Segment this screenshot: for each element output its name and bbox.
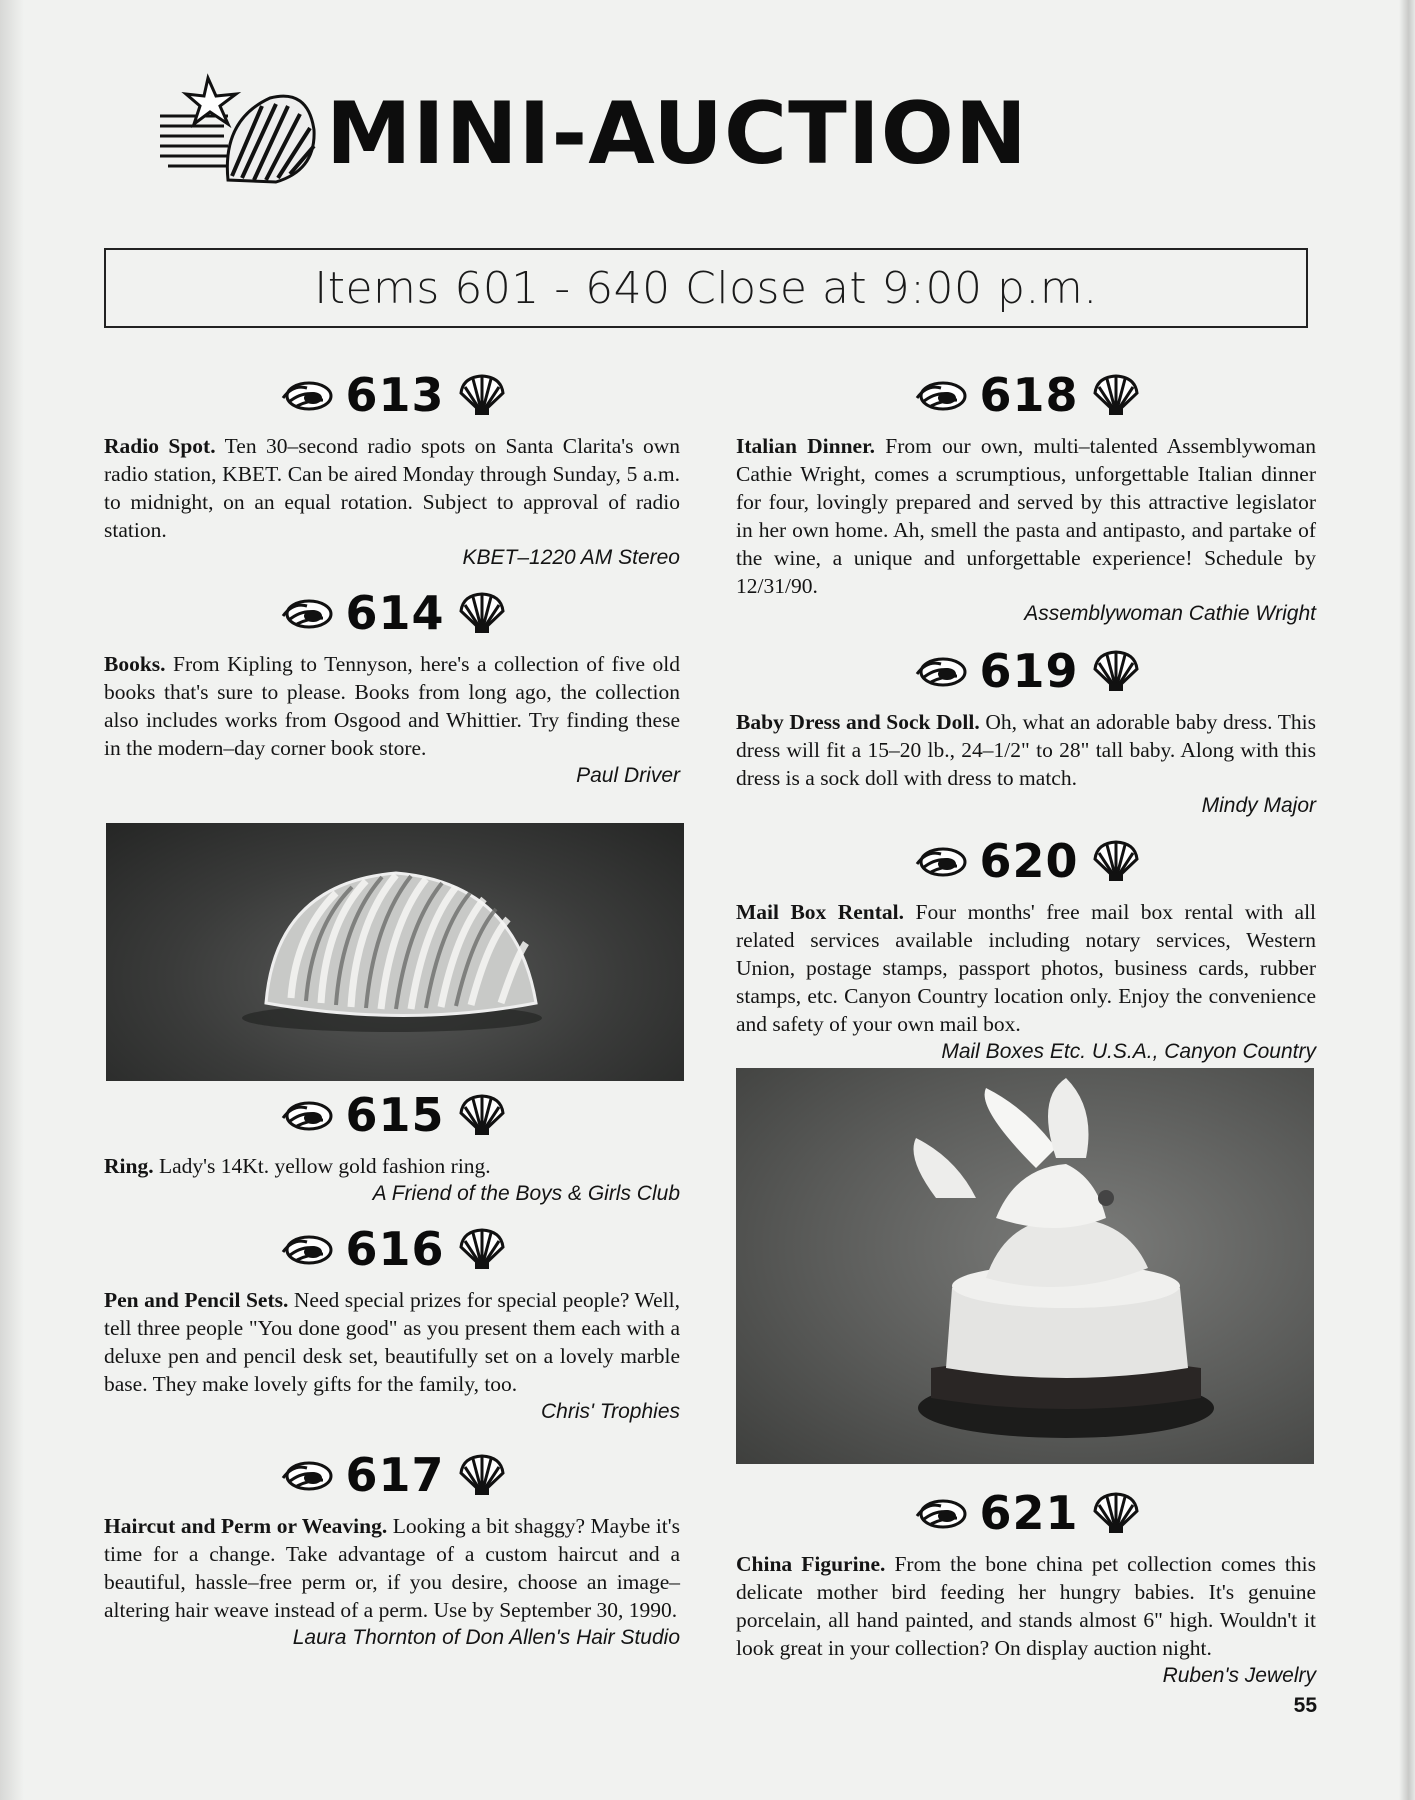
scallop-shell-icon [457,1227,507,1271]
item-donor: Assemblywoman Cathie Wright [1024,602,1316,625]
item-number: 614 [345,586,445,640]
item-donor: Mail Boxes Etc. U.S.A., Canyon Country [941,1040,1316,1063]
item-name: Italian Dinner. [736,434,876,458]
item-number: 616 [345,1222,445,1276]
item-description: Baby Dress and Sock Doll. Oh, what an adorable baby dress. This dress will fit a 15–20 lb., 24–1/2" to 28" tall baby. Along with this dress is a sock doll with dress to match. [736,710,1317,790]
scallop-shell-icon [1091,839,1141,883]
item-number: 617 [345,1448,445,1502]
item-donor: Chris' Trophies [541,1400,680,1423]
item-name: Radio Spot. [104,434,216,458]
conch-shell-icon [277,596,335,630]
starfish-shell-logo-icon [158,70,318,190]
auction-item-615 [104,1080,680,1208]
item-number-header [104,1080,680,1150]
item-name: China Figurine. [736,1552,886,1576]
item-number: 615 [345,1088,445,1142]
right-column [736,360,1316,1690]
item-donor: A Friend of the Boys & Girls Club [372,1182,680,1205]
conch-shell-icon [277,1098,335,1132]
item-description: Mail Box Rental. Four months' free mail box rental with all related services available including notary services, Western Union, postage stamps, passport photos, business cards, rubber stamps, etc. Canyon Country location only. Enjoy the convenience and safety of your own mail box. [736,900,1317,1036]
item-name: Mail Box Rental. [736,900,905,924]
item-description: Books. From Kipling to Tennyson, here's a collection of five old books that's sure to please. Books from long ago, the collection also includes works from Osgood and Whittier. Try finding these in the modern–day corner book store. [104,652,680,760]
conch-shell-icon [277,378,335,412]
item-number: 618 [979,368,1079,422]
scallop-shell-icon [457,373,507,417]
auction-item-618 [736,360,1316,628]
closing-time-banner [104,248,1308,328]
item-description: Radio Spot. Ten 30–second radio spots on Santa Clarita's own radio station, KBET. Can be aired Monday through Sunday, 5 a.m. to midnight, on an equal rotation. Subject to approval of radio station. [104,434,680,542]
scallop-shell-icon [457,591,507,635]
item-donor: Mindy Major [1201,794,1316,817]
auction-item-616 [104,1214,680,1426]
auction-item-619 [736,636,1316,820]
auction-item-620 [736,826,1316,1066]
item-number: 621 [979,1486,1079,1540]
china-bird-figurine-image [736,1068,1314,1464]
figurine-photo [736,1068,1314,1464]
item-number: 613 [345,368,445,422]
auction-item-621 [736,1478,1316,1690]
ring-photo [106,823,684,1081]
item-number-header [104,1440,680,1510]
banner-text: Items 601 - 640 Close at 9:00 p.m. [314,262,1098,314]
item-number-header [736,826,1316,896]
conch-shell-icon [911,1496,969,1530]
item-donor: Paul Driver [576,764,680,787]
item-name: Pen and Pencil Sets. [104,1288,289,1312]
item-description: Ring. Lady's 14Kt. yellow gold fashion ring. [104,1154,491,1178]
item-number-header [104,1214,680,1284]
masthead [158,70,1238,190]
item-number: 619 [979,644,1079,698]
scallop-shell-icon [1091,649,1141,693]
auction-item-613 [104,360,680,572]
conch-shell-icon [277,1458,335,1492]
item-number-header [104,360,680,430]
item-name: Books. [104,652,166,676]
scallop-shell-icon [1091,373,1141,417]
gold-ring-image [106,823,684,1081]
item-name: Haircut and Perm or Weaving. [104,1514,388,1538]
item-donor: Laura Thornton of Don Allen's Hair Studio [292,1626,680,1649]
scallop-shell-icon [457,1093,507,1137]
item-description: China Figurine. From the bone china pet collection comes this delicate mother bird feeding her hungry babies. It's genuine porcelain, all hand painted, and stands almost 6" high. Wouldn't it look great in your collection? On display auction night. [736,1552,1316,1660]
item-number-header [736,636,1316,706]
item-number-header [736,360,1316,430]
item-description: Pen and Pencil Sets. Need special prizes for special people? Well, tell three people "You done good" as you present them each with a deluxe pen and pencil desk set, beautifully set on a lovely marble base. They make lovely gifts for the family, too. [104,1288,680,1396]
item-name: Ring. [104,1154,154,1178]
page-edge [1399,0,1415,1800]
conch-shell-icon [911,844,969,878]
item-description: Italian Dinner. From our own, multi–talented Assemblywoman Cathie Wright, comes a scrumptious, unforgettable Italian dinner for four, lovingly prepared and served by this attractive legislator in her own home. Ah, smell the pasta and antipasto, and partake of the wine, a unique and unforgettable experience! Schedule by 12/31/90. [736,434,1317,598]
page-number: 55 [1293,1694,1317,1717]
conch-shell-icon [911,378,969,412]
item-donor: KBET–1220 AM Stereo [462,546,680,569]
spine-shadow [0,0,24,1800]
conch-shell-icon [911,654,969,688]
item-number-header [104,578,680,648]
item-description: Haircut and Perm or Weaving. Looking a bit shaggy? Maybe it's time for a change. Take advantage of a custom haircut and a beautiful, hassle–free perm or, if you desire, choose an image–altering hair weave instead of a perm. Use by September 30, 1990. [104,1514,681,1622]
item-number-header [736,1478,1316,1548]
auction-item-617 [104,1440,680,1652]
scallop-shell-icon [457,1453,507,1497]
item-number: 620 [979,834,1079,888]
scallop-shell-icon [1091,1491,1141,1535]
item-name: Baby Dress and Sock Doll. [736,710,980,734]
item-donor: Ruben's Jewelry [1162,1664,1316,1687]
auction-item-614 [104,578,680,790]
page-title: MINI-AUCTION [326,84,1028,184]
conch-shell-icon [277,1232,335,1266]
